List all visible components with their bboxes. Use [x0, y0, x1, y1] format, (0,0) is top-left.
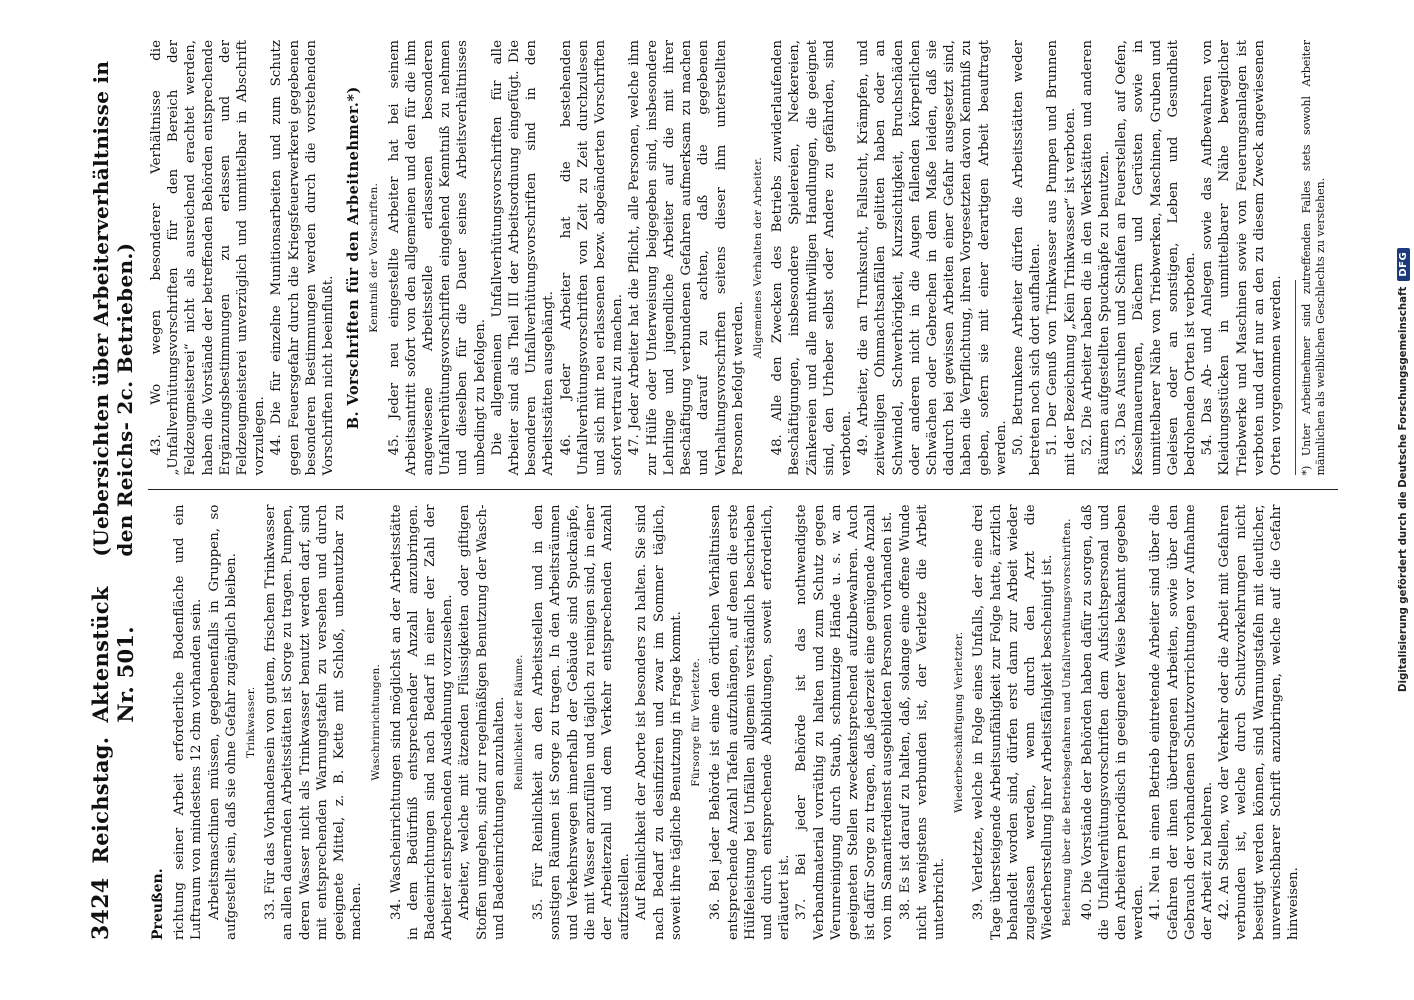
subheading: Fürsorge für Verletzte.	[690, 657, 703, 787]
paragraph: 51. Der Genuß von Trinkwasser aus Pumpen und Brunnen mit der Bezeichnung „Kein Trinkwasser“ ist verboten.	[1045, 40, 1078, 476]
text-columns	[148, 40, 1338, 940]
digitization-credit	[1372, 0, 1409, 1000]
paragraph: 53. Das Ausruhen und Schlafen an Feuerstellen, auf Oefen, Kesselmauerungen, Dächern und Gerüsten sowie in unmittelbarer Nähe von Triebwerken, Maschinen, Gruben und Geleisen oder an sonstigen, Leben und Gesundheit bedrohenden Orten ist verboten.	[1114, 40, 1198, 476]
paragraph: 52. Die Arbeiter haben die in den Werkstätten und anderen Räumen aufgestellten Spucknäpfe zu benutzen.	[1079, 40, 1112, 476]
paragraph: 36. Bei jeder Behörde ist eine den örtlichen Verhältnissen entsprechende Anzahl Tafeln aufzuhängen, auf denen die erste Hülfeleistung bei Unfällen allgemein verständlich beschrieben und durch entsprechende Abbildungen, soweit erforderlich, erläutert ist.	[708, 504, 793, 940]
document-title: Aktenstück Nr. 501.	[88, 586, 138, 723]
paragraph: 40. Die Vorstände der Behörden haben dafür zu sorgen, daß die Unfallverhütungsvorschriften dem Aufsichtspersonal und den Arbeitern periodisch in geeigneter Weise bekannt gegeben werden.	[1079, 504, 1147, 940]
section-heading: B. Vorschriften für den Arbeitnehmer.*)	[345, 86, 363, 430]
page-header	[88, 40, 138, 940]
paragraph: Die allgemeinen Unfallverhütungsvorschriften für alle Arbeiter sind als Theil III der Arbeitsordnung eingefügt. Die besonderen Unfallverhütungsvorschriften sind in den Arbeitsstätten ausgehängt.	[489, 40, 557, 476]
paragraph: 47. Jeder Arbeiter hat die Pflicht, alle Personen, welche ihm zur Hülfe oder Unterweisung beigegeben sind, insbesondere Lehrlinge und jugendliche Arbeiter auf die mit ihrer Beschäftigung verbundenen Gefahren aufmerksam zu machen und darauf zu achten, daß die gegebenen Verhaltungsvorschriften seitens dieser ihm unterstellten Personen befolgt werden.	[627, 40, 746, 476]
paragraph: 49. Arbeiter, die an Trunksucht, Fallsucht, Krämpfen, und zeitweiligen Ohnmachtsanfällen gelitten haben oder an Schwindel, Schwerhörigkeit, Kurzsichtigkeit, Bruchschäden oder anderen nicht in die Augen fallenden körperlichen Schwächen oder Gebrechen in dem Maße leiden, daß sie dadurch bei gewissen Arbeiten einer Gefahr ausgesetzt sind, haben die Verpflichtung, ihren Vorgesetzten davon Kenntniß zu geben, sofern sie mit einer derartigen Arbeit beauftragt werden.	[856, 40, 1009, 476]
left-column	[148, 490, 1338, 941]
paragraph: 33. Für das Vorhandensein von gutem, frischem Trinkwasser an allen dauernden Arbeitsstätten ist Sorge zu tragen. Pumpen, deren Wasser nicht als Trinkwasser benutzt werden darf, sind mit entsprechenden Warnungstafeln zu versehen und durch geeignete Mittel, z. B. Kette mit Schloß, unbenutzbar zu machen.	[263, 504, 365, 940]
paragraph: richtung seiner Arbeit erforderliche Bodenfläche und ein Luftraum von mindestens 12 cbm vorhanden sein.	[172, 504, 205, 940]
paragraph: 43. Wo wegen besonderer Verhältnisse die „Unfallverhütungsvorschriften für den Bereich der Feldzeugmeisterei“ nicht als ausreichend erachtet werden, haben die Vorstände der betreffenden Behörden entsprechende Ergänzungsbestimmungen zu erlassen und der Feldzeugmeisterei unverzüglich und unmittelbar in Abschrift vorzulegen.	[149, 40, 268, 476]
page-number: 3424	[88, 877, 114, 940]
subheading: Trinkwasser.	[245, 686, 258, 759]
paragraph: 39. Verletzte, welche in Folge eines Unfalls, der eine drei Tage übersteigende Arbeitsunfähigkeit zur Folge hatte, ärztlich behandelt worden sind, dürfen erst dann zur Arbeit wieder zugelassen werden, wenn durch den Arzt die Wiederherstellung ihrer Arbeitsfähigkeit bescheinigt ist.	[971, 504, 1056, 940]
paragraph: Auf Reinlichkeit der Aborte ist besonders zu halten. Sie sind nach Bedarf zu desinfiziren und zwar im Sommer täglich, soweit ihre tägliche Benutzung in Frage kommt.	[634, 504, 684, 940]
paragraph: 46. Jeder Arbeiter hat die bestehenden Unfallverhütungsvorschriften von Zeit zu Zeit durchzulesen und sich mit neu erlassenen bezw. abgeänderten Vorschriften sofort vertraut zu machen.	[558, 40, 626, 476]
paragraph: 45. Jeder neu eingestellte Arbeiter hat bei seinem Arbeitsantritt sofort von den allgemeinen und den für die ihm angewiesene Arbeitsstelle erlassenen besonderen Unfallverhütungsvorschriften eingehend Kenntniß zu nehmen und dieselben für die Dauer seines Arbeitsverhältnisses unbedingt zu befolgen.	[386, 40, 488, 476]
document-page	[70, 0, 1400, 1000]
paragraph: 44. Die für einzelne Munitionsarbeiten und zum Schutz gegen Feuersgefahr durch die Kriegsfeuerwerkerei gegebenen besonderen Bestimmungen werden durch die vorstehenden Vorschriften nicht beeinflußt.	[269, 40, 337, 476]
section-title: Preußen.	[150, 868, 166, 940]
footnote: *) Unter Arbeitnehmer sind zutreffenden Falles stets sowohl Arbeiter männlichen als weiblichen Geschlechts zu verstehen.	[1300, 40, 1328, 476]
subheading: Wiederbeschäftigung Verletzter.	[953, 631, 966, 813]
credit-text: Digitalisierung gefördert durch die Deutsche Forschungsgemeinschaft	[1397, 286, 1409, 692]
subheading: Belehrung über die Betriebsgefahren und Unfallverhütungsvorschriften.	[1061, 518, 1074, 927]
paragraph: Arbeiter, welche mit ätzenden Flüssigkeiten oder giftigen Stoffen umgehen, sind zur regelmäßigen Benutzung der Wasch- und Badeeinrichtungen anzuhalten.	[457, 504, 507, 940]
paragraph: 34. Wascheinrichtungen sind möglichst an der Arbeitsstätte in dem Bedürfniß entsprechender Anzahl anzubringen. Badeeinrichtungen sind nach Bedarf in einer der Zahl der Arbeiter entsprechenden Ausdehnung vorzusehen.	[388, 504, 456, 940]
paragraph: 38. Es ist darauf zu halten, daß, solange eine offene Wunde nicht wenigstens verbunden ist, der Verletzte die Arbeit unterbricht.	[897, 504, 947, 940]
subheading: Reinlichkeit der Räume.	[513, 654, 526, 791]
document-subject: (Uebersichten über Arbeiterverhältnisse in den Reichs- 2c. Betrieben.)	[89, 60, 137, 557]
right-column	[148, 40, 1338, 490]
paragraph: 42. An Stellen, wo der Verkehr oder die Arbeit mit Gefahren verbunden ist, welche durch Schutzvorkehrungen nicht beseitigt werden können, sind Warnungstafeln mit deutlicher, unverwischbarer Schrift anzubringen, welche auf die Gefahr hinweisen.	[1217, 504, 1301, 940]
subheading: Kenntniß der Vorschriften.	[368, 182, 381, 333]
paragraph: 48. Alle den Zwecken des Betriebs zuwiderlaufenden Beschäftigungen, insbesondere Spielereien, Neckereien, Zänkereien und alle muthwilligen Handlungen, die geeignet sind, den Urheber selbst oder Andere zu gefährden, sind verboten.	[770, 40, 854, 476]
paragraph: 41. Neu in einen Betrieb eintretende Arbeiter sind über die Gefahren der ihnen übertragenen Arbeiten, sowie über den Gebrauch der vorhandenen Schutzvorrichtungen vor Aufnahme der Arbeit zu belehren.	[1148, 504, 1215, 940]
paragraph: 37. Bei jeder Behörde ist das nothwendigste Verbandmaterial vorräthig zu halten und zum Schutz gegen Verunreinigung durch Staub, schmutzige Hände u. s. w. an geeigneten Stellen zweckentsprechend aufzubewahren. Auch ist dafür Sorge zu tragen, daß jederzeit eine genügende Anzahl von im Samariterdienst ausgebildeten Personen vorhanden ist.	[794, 504, 896, 940]
subheading: Waschrinrichtungen.	[370, 663, 383, 781]
source-title: Reichstag.	[88, 736, 113, 864]
subheading: Allgemeines Verhalten der Arbeiter.	[751, 156, 764, 359]
paragraph: 35. Für Reinlichkeit an den Arbeitsstellen und in den sonstigen Räumen ist Sorge zu tragen. In den Arbeitsräumen und Verkehrswegen innerhalb der Gebäude sind Spucknäpfe, die mit Wasser anzufüllen und täglich zu reinigen sind, in einer der Arbeiterzahl und dem Verkehr entsprechenden Anzahl aufzustellen.	[531, 504, 633, 940]
paragraph: 54. Das Ab- und Anlegen sowie das Aufbewahren von Kleidungsstücken in unmittelbarer Nähe beweglicher Triebwerke und Maschinen sowie von Feuerungsanlagen ist verboten und darf nur an den zu diesem Zweck angewiesenen Orten vorgenommen werden.	[1200, 40, 1284, 476]
paragraph: 50. Betrunkene Arbeiter dürfen die Arbeitsstätten weder betreten noch sich dort aufhalten.	[1010, 40, 1044, 476]
paragraph: Arbeitsmaschinen müssen, gegebenenfalls in Gruppen, so aufgestellt sein, daß sie ohne Gefahr zugänglich bleiben.	[206, 504, 239, 940]
dfg-logo: DFG	[1397, 248, 1410, 281]
